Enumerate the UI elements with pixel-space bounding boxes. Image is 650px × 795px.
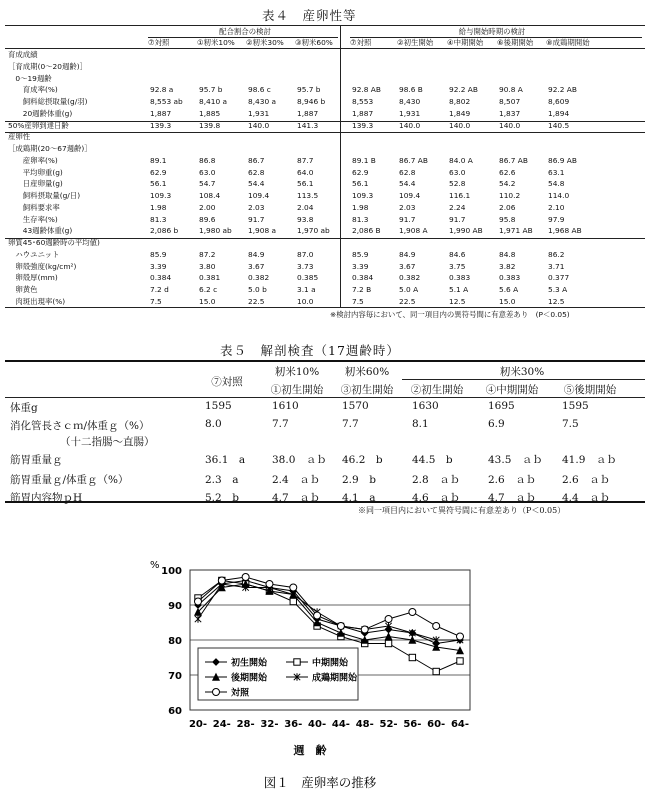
table4-cell: 56.1 (150, 179, 167, 189)
data-point (433, 623, 440, 630)
table4-cell: 109.4 (248, 191, 270, 200)
data-point (266, 581, 273, 588)
table4-cell: 5.6 A (499, 285, 519, 294)
table4-cell: 113.5 (297, 191, 319, 200)
table4-cell: 0.382 (399, 273, 421, 283)
table4-cell: 62.8 (248, 167, 265, 177)
table4-cell: 139.3 (150, 120, 172, 130)
table4-row-label: ハウユニット (8, 249, 60, 259)
table4-row-label: 卵黄色 (8, 285, 38, 294)
table5-cell: 2.6 ａｂ (562, 474, 611, 486)
table5-cell: 36.1 a (205, 454, 246, 466)
group-60-header: 籾米60% (344, 366, 390, 378)
table4-row-label: 20週齢体重(g) (8, 108, 73, 118)
table4-cell: 109.3 (150, 191, 172, 200)
table4-cell: 56.1 (297, 179, 314, 189)
table4-cell: 2.24 (449, 202, 466, 212)
table4-row-label: 日産卵量(g) (8, 179, 63, 189)
table4-cell: 7.2 B (352, 285, 372, 294)
table4-cell: 140.0 (248, 120, 270, 130)
table4-cell: 64.0 (297, 167, 314, 177)
table4-cell: 84.9 (399, 249, 416, 259)
table4-cell: 10.0 (297, 296, 314, 306)
table4-cell: 1,971 AB (499, 226, 533, 236)
table4-cell: 97.9 (548, 214, 565, 224)
table4-cell: 15.0 (199, 296, 216, 306)
table4-cell: 62.6 (499, 167, 516, 177)
data-point (290, 584, 297, 591)
table4-cell: 2,086 b (150, 226, 179, 236)
table4-cell: 8,609 (548, 97, 570, 106)
table4-cell: 116.1 (449, 191, 471, 200)
table4-cell: 3.67 (248, 261, 265, 271)
table5-cell: 2.8 ａｂ (412, 474, 461, 486)
data-point (409, 654, 415, 660)
chart-title: 図１ 産卵率の推移 (263, 775, 377, 790)
y-tick-label: 70 (168, 671, 182, 682)
data-point (457, 658, 463, 664)
table4-cell: 1,887 (352, 108, 374, 118)
table4-cell: 85.9 (150, 249, 167, 259)
table4-cell: 139.8 (199, 120, 221, 130)
x-tick-label: 48- (355, 719, 374, 730)
table4-cell: 91.7 (248, 214, 265, 224)
table4-cell: 110.2 (499, 191, 521, 200)
table4-row-label: 卵殻厚(mm) (8, 273, 58, 283)
table4-cell: 95.7 b (297, 85, 321, 95)
legend-label: 対照 (231, 688, 250, 699)
table4-row-label: 50%産卵到達日齢 (8, 120, 69, 130)
table4-cell: 54.4 (248, 179, 265, 189)
table4-cell: 54.2 (499, 179, 516, 189)
table4-cell: 52.8 (449, 179, 466, 189)
x-tick-label: 52- (379, 719, 398, 730)
table4-cell: 3.73 (297, 261, 314, 271)
table4-cell: 81.3 (150, 214, 167, 224)
y-tick-label: 60 (168, 706, 182, 717)
table5-col-header: ④中期開始 (485, 384, 539, 396)
table4-cell: 140.5 (548, 120, 570, 130)
table4-caption: 表４ 産卵性等 (262, 8, 357, 23)
table4-cell: 2,086 B (352, 226, 381, 236)
table4-cell: 95.8 (499, 214, 516, 224)
y-tick-label: 90 (168, 601, 182, 612)
table4-cell: 0.384 (150, 273, 172, 283)
data-point (433, 668, 439, 674)
table5-cell: 6.9 (488, 418, 505, 430)
table4-cell: 1,887 (297, 108, 319, 118)
table5-row-label: 消化管長さｃｍ/体重ｇ（%） (10, 420, 150, 432)
table5-row-label: 筋胃内容物ｐH (10, 492, 83, 504)
table5-cell: 2.4 ａｂ (272, 474, 321, 486)
table4-col-header: ⑥後期開始 (497, 38, 534, 47)
table5-cell: 2.3 a (205, 474, 239, 486)
table4-row-label: ［育成期(0～20週齢)］ (8, 61, 87, 71)
table4-cell: 98.6 B (399, 85, 423, 95)
table4-cell: 93.8 (297, 214, 314, 224)
table4-row-label: 肉斑出現率(%) (8, 296, 66, 306)
table4-cell: 81.3 (352, 214, 369, 224)
table4-row-label: 卵質45･60週齢時の平均値) (8, 238, 100, 247)
table5-cell: 7.7 (272, 418, 289, 430)
table4-cell: 1,887 (150, 108, 172, 118)
table4-cell: 139.3 (352, 120, 374, 130)
table4-cell: 84.0 A (449, 155, 473, 165)
table5-cell: 2.9 b (342, 474, 376, 486)
table4-row-label: ［成鶏期(20～67週齢)］ (8, 144, 92, 153)
table4-cell: 1,931 (248, 108, 270, 118)
table4-col-header: ③籾米60% (295, 38, 333, 47)
table4-cell: 62.8 (399, 167, 416, 177)
table4-col-header: ④中期開始 (447, 38, 484, 47)
table4-cell: 2.00 (199, 202, 216, 212)
table4-cell: 140.0 (499, 120, 521, 130)
table4-cell: 8,946 b (297, 97, 326, 106)
table4-cell: 8,802 (449, 97, 471, 106)
table4-cell: 89.6 (199, 214, 216, 224)
y-axis-label: % (150, 560, 160, 571)
table4-cell: 98.6 c (248, 85, 271, 95)
table4-cell: 7.5 (352, 296, 364, 306)
table4-cell: 92.2 AB (548, 85, 577, 95)
table5-cell: 4.1 a (342, 492, 376, 504)
table4-cell: 84.6 (449, 249, 466, 259)
table4-cell: 95.7 b (199, 85, 223, 95)
x-tick-label: 56- (403, 719, 422, 730)
table4-cell: 114.0 (548, 191, 570, 200)
table4-cell: 87.2 (199, 249, 216, 259)
series-3 (195, 580, 463, 643)
table4-cell: 3.71 (548, 261, 565, 271)
table4-cell: 2.04 (297, 202, 314, 212)
table4-cell: 2.03 (248, 202, 265, 212)
table5-cell: 4.7 ａｂ (272, 492, 321, 504)
table4-cell: 15.0 (499, 296, 516, 306)
table4-cell: 54.8 (548, 179, 565, 189)
table4-cell: 5.1 A (449, 285, 469, 294)
table4-cell: 1.98 (150, 202, 167, 212)
x-axis-label: 週 齢 (293, 744, 327, 757)
data-point (294, 659, 300, 665)
table4-cell: 8,430 (399, 97, 421, 106)
table4-cell: 1,885 (199, 108, 221, 118)
legend-label: 中期開始 (312, 658, 349, 669)
table5-cell: 4.6 ａｂ (412, 492, 461, 504)
table4-cell: 86.7 (248, 155, 265, 165)
table4-row-label: 43週齢体重(g) (8, 226, 73, 236)
table4-cell: 91.7 (399, 214, 416, 224)
table5-cell: 5.2 b (205, 492, 239, 504)
table4-cell: 3.80 (199, 261, 216, 271)
table5-cell: 1595 (205, 400, 232, 412)
data-point (213, 689, 220, 696)
table5-cell: 46.2 b (342, 454, 383, 466)
table4-cell: 86.7 AB (399, 155, 428, 165)
data-point (457, 633, 464, 640)
table4-cell: 0.385 (297, 273, 319, 283)
table4-cell: 92.8 AB (352, 85, 381, 95)
table5-cell: 4.7 ａｂ (488, 492, 537, 504)
table4-cell: 90.8 A (499, 85, 523, 95)
table4-cell: 54.7 (199, 179, 216, 189)
table5-cell: 43.5 ａｂ (488, 454, 543, 466)
table4-cell: 1,837 (499, 108, 521, 118)
egg-laying-rate-chart (0, 550, 650, 795)
table5-cell: 1595 (562, 400, 589, 412)
data-point (290, 598, 296, 604)
table4-cell: 3.39 (150, 261, 167, 271)
group1-header: 配合割合の検討 (219, 27, 271, 36)
x-tick-label: 20- (188, 719, 208, 730)
table4-cell: 54.4 (399, 179, 416, 189)
table4-cell: 2.10 (548, 202, 565, 212)
table5-cell: 1695 (488, 400, 515, 412)
table4-cell: 3.1 a (297, 285, 316, 294)
table4-cell: 63.1 (548, 167, 565, 177)
table5-col-header: ⑤後期開始 (563, 384, 617, 396)
x-tick-label: 36- (284, 719, 303, 730)
x-tick-label: 28- (236, 719, 255, 730)
table4-row-label: 0～19週齢 (8, 73, 52, 83)
table4-cell: 22.5 (399, 296, 416, 306)
table4-cell: 109.3 (352, 191, 374, 200)
table4-cell: 1,908 a (248, 226, 277, 236)
table5-cell: 44.5 b (412, 454, 453, 466)
table4-cell: 86.2 (548, 249, 565, 259)
table4-cell: 62.9 (150, 167, 167, 177)
table4-cell: 63.0 (199, 167, 216, 177)
table5-col-header: ②初生開始 (410, 384, 464, 396)
table4-row-label: 飼料総摂取量(g/羽) (8, 97, 88, 106)
table5-cell: 38.0 ａｂ (272, 454, 327, 466)
table4-cell: 0.383 (499, 273, 521, 283)
table5-row-sublabel: （十二指腸～直腸） (60, 436, 155, 448)
table4-cell: 2.03 (399, 202, 416, 212)
table4-cell: 5.0 b (248, 285, 267, 294)
table4-cell: 1,970 ab (297, 226, 330, 236)
table4-cell: 8,553 ab (150, 97, 183, 106)
table4-cell: 8,507 (499, 97, 521, 106)
x-tick-label: 40- (308, 719, 327, 730)
series-line (198, 581, 460, 644)
table4-row-label: 育成率(%) (8, 85, 58, 95)
table4-col-header: ②籾米30% (246, 38, 284, 47)
table5-col-header: ⑦対照 (211, 376, 243, 388)
data-point (195, 598, 202, 605)
table4-cell: 1,849 (449, 108, 471, 118)
table4-cell: 91.7 (449, 214, 466, 224)
group-30-header: 籾米30% (499, 366, 545, 378)
table5-cell: 41.9 ａｂ (562, 454, 617, 466)
table4-cell: 85.9 (352, 249, 369, 259)
table5-cell: 1610 (272, 400, 299, 412)
table4-cell: 1,980 ab (199, 226, 232, 236)
y-tick-label: 80 (168, 636, 182, 647)
table4-cell: 8,553 (352, 97, 374, 106)
y-tick-label: 100 (161, 566, 182, 577)
data-point (385, 640, 391, 646)
table4-cell: 63.0 (449, 167, 466, 177)
table4-cell: 1.98 (352, 202, 369, 212)
table4-note: ※検討内容毎において、同一項目内の異符号間に有意差あり (P＜0.05) (330, 310, 570, 319)
series-4 (195, 574, 464, 641)
table5-cell: 8.1 (412, 418, 429, 430)
group2-header: 給与開始時期の検討 (458, 27, 526, 36)
table4-cell: 56.1 (352, 179, 369, 189)
table4-cell: 3.39 (352, 261, 369, 271)
data-point (361, 626, 368, 633)
table5-cell: 2.6 ａｂ (488, 474, 537, 486)
table4-cell: 62.9 (352, 167, 369, 177)
table5-cell: 1630 (412, 400, 439, 412)
table5-row-label: 体重g (10, 402, 38, 414)
table4-cell: 109.4 (399, 191, 421, 200)
table5-col-header: ③初生開始 (340, 384, 394, 396)
table4-cell: 2.06 (499, 202, 516, 212)
x-tick-label: 64- (450, 719, 470, 730)
table4-cell: 1,894 (548, 108, 570, 118)
legend-label: 後期開始 (231, 673, 268, 684)
table4-cell: 12.5 (548, 296, 565, 306)
table4-row-label: 育成成績 (8, 50, 38, 59)
table5-cell: 8.0 (205, 418, 222, 430)
table4-col-header: ⑦対照 (350, 38, 372, 47)
table4-cell: 6.2 c (199, 285, 218, 294)
data-point (218, 577, 225, 584)
table4-cell: 86.7 AB (499, 155, 528, 165)
x-tick-label: 44- (331, 719, 350, 730)
table5-cell: 7.5 (562, 418, 579, 430)
table4-row-label: 平均卵重(g) (8, 167, 63, 177)
table4-cell: 3.82 (499, 261, 516, 271)
table4-col-header: ①籾米10% (197, 38, 235, 47)
legend-label: 成鶏期開始 (312, 673, 358, 684)
table4-cell: 1,990 AB (449, 226, 483, 236)
table4-cell: 0.381 (199, 273, 221, 283)
table4-cell: 140.0 (449, 120, 471, 130)
x-tick-label: 24- (212, 719, 231, 730)
table4-cell: 5.0 A (399, 285, 419, 294)
series-2 (195, 581, 463, 654)
table5-row-label: 筋胃重量ｇ/体重ｇ（%） (10, 474, 129, 486)
table4-row-label: 卵殻強度(kg/cm²) (8, 261, 77, 271)
table4-cell: 89.1 B (352, 155, 376, 165)
table4-cell: 3.67 (399, 261, 416, 271)
data-point (242, 574, 249, 581)
table5-cell: 4.4 ａｂ (562, 492, 611, 504)
table4-cell: 12.5 (449, 296, 466, 306)
table4-cell: 1,968 AB (548, 226, 582, 236)
table4-cell: 89.1 (150, 155, 167, 165)
table5-row-label: 筋胃重量ｇ (10, 454, 63, 466)
table4-col-header: ⑦対照 (148, 38, 170, 47)
table4-cell: 87.0 (297, 249, 314, 259)
x-tick-label: 32- (260, 719, 279, 730)
group-10-header: 籾米10% (274, 366, 320, 378)
table4-row-label: 産卵性 (8, 132, 31, 142)
table4-row-label: 飼料要求率 (8, 202, 60, 212)
legend-label: 初生開始 (231, 658, 268, 669)
table4-cell: 7.5 (150, 296, 162, 306)
table4-col-header: ⑧成鶏期開始 (546, 38, 590, 47)
table4-cell: 0.384 (352, 273, 374, 283)
data-point (385, 616, 392, 623)
table4-cell: 0.377 (548, 273, 570, 283)
table4-cell: 84.8 (499, 249, 516, 259)
table4-cell: 22.5 (248, 296, 265, 306)
table4-cell: 0.383 (449, 273, 471, 283)
table5-cell: 1570 (342, 400, 369, 412)
table5-cell: 7.7 (342, 418, 359, 430)
table4-row-label: 産卵率(%) (8, 155, 58, 165)
table4-cell: 1,931 (399, 108, 421, 118)
table4-cell: 86.9 AB (548, 155, 577, 165)
table4-cell: 0.382 (248, 273, 270, 283)
table4-cell: 140.0 (399, 120, 421, 130)
table4-row-label: 生存率(%) (8, 214, 58, 224)
x-tick-label: 60- (427, 719, 446, 730)
table4-cell: 92.8 a (150, 85, 174, 95)
table4-cell: 84.9 (248, 249, 265, 259)
table5-caption: 表５ 解剖検査（17週齢時） (220, 343, 400, 358)
table4-row-label: 飼料摂取量(g/日) (8, 191, 81, 200)
table4-cell: 108.4 (199, 191, 221, 200)
table5-note: ※同一項目内において異符号間に有意差あり（P＜0.05） (358, 506, 566, 515)
table4-cell: 8,430 a (248, 97, 277, 106)
table4-cell: 141.3 (297, 120, 319, 130)
table4-cell: 92.2 AB (449, 85, 478, 95)
table5-col-header: ①初生開始 (270, 384, 324, 396)
table4-cell: 8,410 a (199, 97, 228, 106)
table4-cell: 3.75 (449, 261, 466, 271)
data-point (337, 623, 344, 630)
table4-cell: 7.2 d (150, 285, 169, 294)
table4-cell: 1,908 A (399, 226, 428, 236)
data-point (409, 609, 416, 616)
data-point (195, 615, 201, 622)
table4-cell: 86.8 (199, 155, 216, 165)
table4-col-header: ②初生開始 (397, 38, 434, 47)
table4-cell: 87.7 (297, 155, 314, 165)
data-point (314, 612, 321, 619)
table4-cell: 5.3 A (548, 285, 568, 294)
